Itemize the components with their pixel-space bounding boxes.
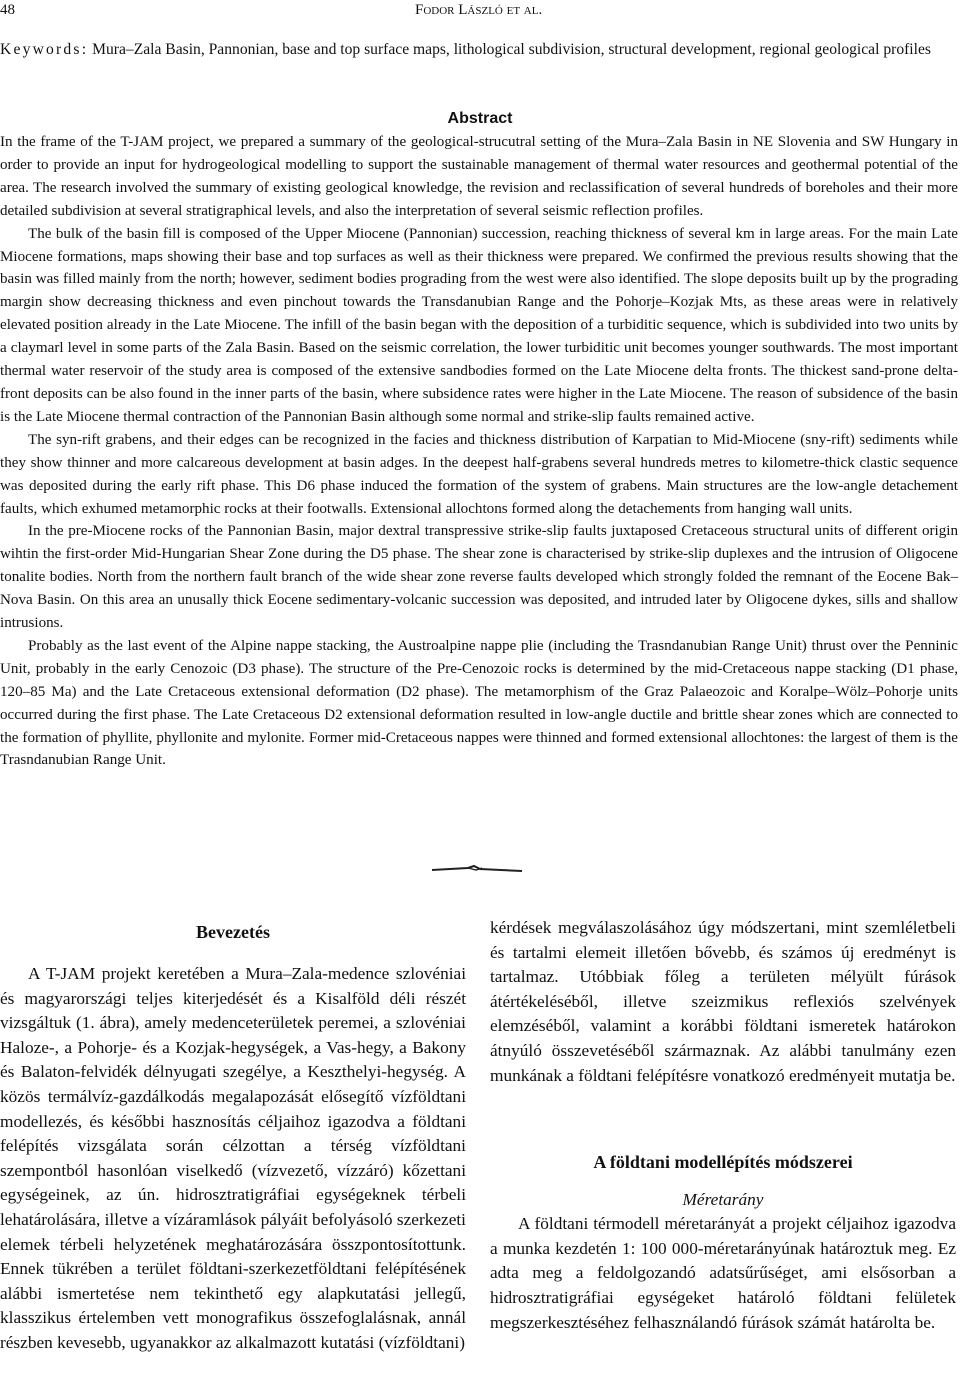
running-head: Fodor László et al. <box>415 2 543 18</box>
abstract-title: Abstract <box>447 110 513 127</box>
intro-paragraph-continued: kérdések megválaszolásához úgy módszertani, mint szemléletbeli és tartalmi elemeit illetően bővebb, és számos új eredményt is tartalmaz. Utóbbiak főleg a területen mélyült fúrások átértékeléséből, illetve szeizmikus reflexiós szelvények elemzéséből, valamint a korábbi földtani ismeretek határokon átnyúló összevetéséből származnak. Az alábbi tanulmány ezen munkának a földtani felépítésre vonatkozó eredményeit mutatja be. <box>490 918 956 1085</box>
left-column <box>0 918 466 1356</box>
page-header <box>0 0 960 22</box>
keywords-text: Mura–Zala Basin, Pannonian, base and top surface maps, lithological subdivision, structural development, regional geological profiles <box>92 41 931 58</box>
abstract-paragraph: In the frame of the T-JAM project, we prepared a summary of the geological-strucutral setting of the Mura–Zala Basin in NE Slovenia and SW Hungary in order to provide an input for hydrogeological modelling to support the sustainable management of thermal water resources and geothermal potential of the area. The research involved the summary of existing geological knowledge, the revision and reclassification of several hundreds of boreholes and their more detailed subdivision at several stratigraphical levels, and also the interpretation of several seismic reflection profiles. <box>0 134 958 219</box>
subsection-title: Méretarány <box>682 1190 764 1210</box>
section-title-methods: A földtani modellépítés módszerei <box>593 1152 853 1173</box>
page-number: 48 <box>0 2 15 18</box>
abstract-paragraph: The bulk of the basin fill is composed of the Upper Miocene (Pannonian) succession, reaching thickness of several km in large areas. For the main Late Miocene formations, maps showing their base and top surfaces as well as their thickness were prepared. We confirmed the previous results showing that the basin was filled mainly from the north; however, sediment bodies prograding from the west were also identified. The slope deposits built up by the prograding margin show decreasing thickness and even pinchout towards the Transdanubian Range and the Pohorje–Kozjak Mts, as these areas were in relatively elevated position already in the Late Miocene. The infill of the basin began with the deposition of a turbiditic sequence, which is subdivided into two units by a claymarl level in some parts of the Zala Basin. Based on the seismic correlation, the lower turbiditic unit becomes younger southwards. The most important thermal water reservoir of the study area is composed of the extensive sandbodies formed on the Late Miocene delta fronts. The thickest sand-prone delta-front deposits can be also found in the inner parts of the basin, where subsidence rates were higher in the Late Miocene. The reason of subsidence of the basin is the Late Miocene thermal contraction of the Pannonian Basin although some normal and strike-slip faults remained active. <box>0 225 958 425</box>
methods-paragraph: A földtani térmodell méretarányát a projekt céljaihoz igazodva a munka kezdetén 1: 100 000-méretarányúnak határoztuk meg. Ez adta meg a feldolgozandó adatsűrűséget, ami elsősorban a hidrosztratigráfiai egységeket határoló földtani felületek megszerkesztéséhez felhasználandó fúrások számát határolta be. <box>490 1214 956 1332</box>
section-divider-ornament <box>430 858 524 878</box>
abstract-paragraph: The syn-rift grabens, and their edges can be recognized in the facies and thickness distribution of Karpatian to Mid-Miocene (sny-rift) sediments while they show thinner and more calcareous development at basin adges. In the deepest half-grabens several hundreds metres to kilometre-thick clastic sequence was deposited during the early rift phase. This D6 phase induced the formation of the system of grabens. Main structures are the low-angle detachement faults, which exhumed metamorphic rocks at their footwalls. Extensional allochtons formed along the detachements from hanging wall units. <box>0 431 958 517</box>
keywords-label: Keywords: <box>0 41 89 58</box>
abstract-paragraph: Probably as the last event of the Alpine nappe stacking, the Austroalpine nappe plie (including the Trasndanubian Range Unit) thrust over the Penninic Unit, probably in the early Cenozoic (D3 phase). The structure of the Pre-Cenozoic rocks is determined by the mid-Cretaceous nappe stacking (D1 phase, 120–85 Ma) and the Late Cretaceous extensional deformation (D2 phase). The metamorphism of the Graz Palaeozoic and Koralpe–Wölz–Pohorje units occurred during the first phase. The Late Cretaceous D2 extensional deformation resulted in low-angle ductile and brittle shear zones which are connected to the formation of phyllite, phyllonite and mylonite. Former mid-Cretaceous nappes were thinned and formed extensional allochtones: the largest of them is the Trasndanubian Range Unit. <box>0 637 958 769</box>
right-column <box>490 916 956 1335</box>
abstract-body <box>0 131 958 772</box>
keywords-block <box>0 38 958 62</box>
abstract-paragraph: In the pre-Miocene rocks of the Pannonian Basin, major dextral transpressive strike-slip faults juxtaposed Cretaceous structural units of different origin wihtin the first-order Mid-Hungarian Shear Zone during the D5 phase. The shear zone is characterised by strike-slip duplexes and the intrusion of Oligocene tonalite bodies. North from the northern fault branch of the wide shear zone reverse faults developed which strongly folded the remnant of the Eocene Bak–Nova Basin. On this area an unusally thick Eocene sedimentary-volcanic succession was deposited, and intruded later by Oligocene dykes, sills and shallow intrusions. <box>0 523 958 632</box>
section-title-intro: Bevezetés <box>196 922 270 942</box>
intro-paragraph: A T-JAM projekt keretében a Mura–Zala-medence szlovéniai és magyarországi teljes kiterjedését és a Kisalföld déli részét vizsgáltuk (1. ábra), amely medenceterületek peremei, a szlovéniai Haloze-, a Pohorje- és a Kozjak-hegységek, a Vas-hegy, a Bakony és Balaton-felvidék délnyugati szegélye, a Keszthelyi-hegység. A közös termálvíz-gazdálkodás megalapozását elősegítő vízföldtani modellezés, és későbbi hasznosítás céljaihoz igazodva a földtani felépítés vizsgálata során célzottan a térség vízföldtani szempontból hasonlóan viselkedő (vízvezető, vízzáró) kőzettani egységeinek, az ún. hidrosztratigráfiai egységeknek térbeli lehatárolására, illetve a vízáramlások pályáit befolyásoló szerkezeti elemek térbeli helyzetének meghatározására összpontosítottunk. Ennek tükrében a terület földtani-szerkezetföldtani felépítésének alábbi ismertetése nem tekinthető egy alapkutatási jellegű, klasszikus értelemben vett monografikus összefoglalásnak, annál részben kevesebb, ugyanakkor az alkalmazott kutatási (vízföldtani) <box>0 964 466 1352</box>
